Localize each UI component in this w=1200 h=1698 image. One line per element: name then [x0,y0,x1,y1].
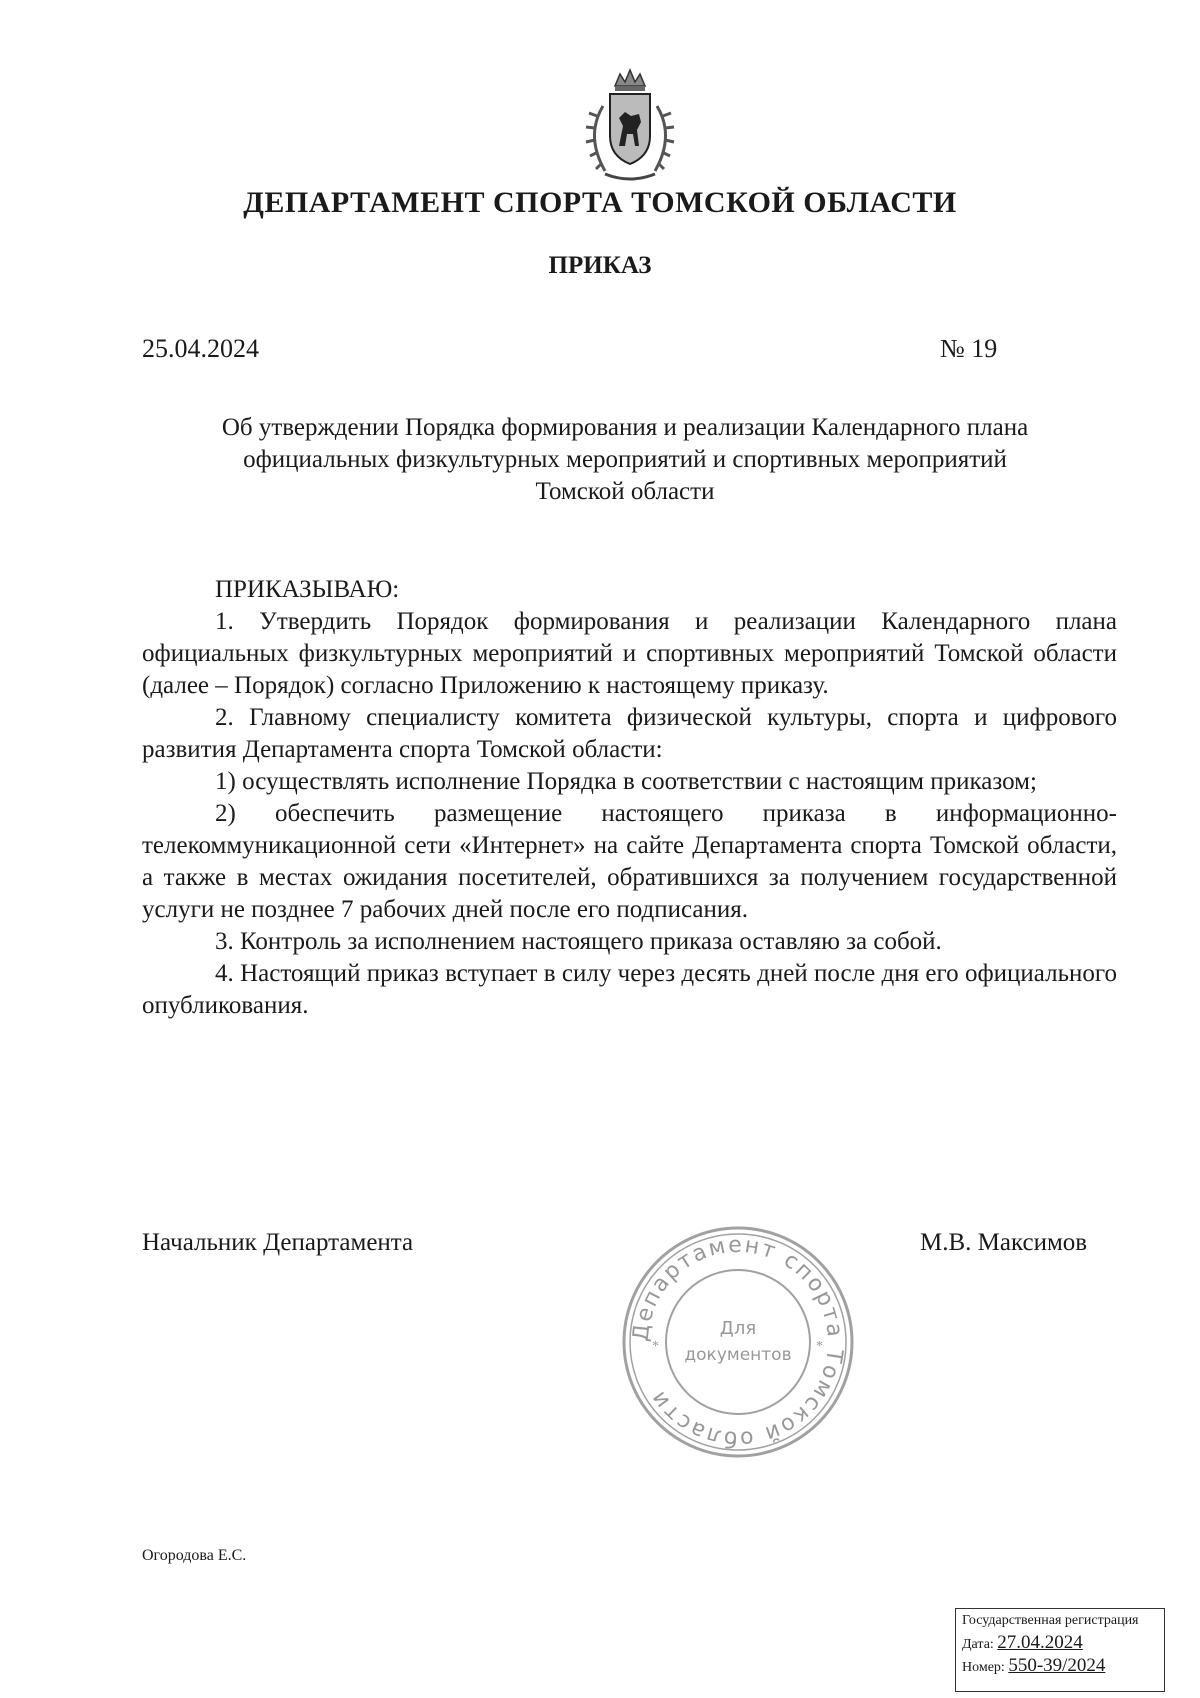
coat-of-arms-icon [575,66,685,186]
registration-date-label: Дата: [962,1637,994,1652]
registration-number-row [962,1653,1158,1680]
organization-title: ДЕПАРТАМЕНТ СПОРТА ТОМСКОЙ ОБЛАСТИ [243,186,957,219]
signer-position: Начальник Департамента [142,1229,414,1256]
subject-line: Об утверждении Порядка формирования и реализации Календарного плана [221,414,1029,441]
order-word: ПРИКАЗЫВАЮ: [215,576,400,603]
signer-name: М.В. Максимов [920,1229,1088,1256]
paragraph-2-2: 2) обеспечить размещение настоящего приказа в информационно-телекоммуникационной сети «Интернет» на сайте Департамента спорта Томской области, а также в местах ожидания посетителей, обратившихся за получением государственной услуги не позднее 7 рабочих дней после его подписания. [142,800,1117,923]
subject-line: официальных физкультурных мероприятий и спортивных мероприятий [243,446,1007,473]
document-number: № 19 [940,334,998,363]
registration-number-label: Номер: [962,1660,1005,1675]
seal-center-line2: документов [684,1345,792,1365]
paragraph-1: 1. Утвердить Порядок формирования и реализации Календарного плана официальных физкультурных мероприятий и спортивных мероприятий Томской области (далее – Порядок) согласно Приложению к настоящему приказу. [142,608,1117,699]
registration-date-value: 27.04.2024 [997,1632,1083,1653]
document-body [142,574,1117,1022]
registration-number-value: 550-39/2024 [1008,1655,1106,1676]
seal-star-icon: * [652,1339,659,1354]
document-type: ПРИКАЗ [548,252,652,279]
seal-star-icon: * [816,1339,823,1354]
document-subject [150,412,1100,508]
seal-ring-text: Департамент спорта Томской области [628,1232,848,1452]
registration-stamp [955,1608,1165,1692]
seal-center-line1: Для [719,1318,757,1339]
paragraph-3: 3. Контроль за исполнением настоящего приказа оставляю за собой. [215,928,942,955]
paragraph-2-1: 1) осуществлять исполнение Порядка в соответствии с настоящим приказом; [215,768,1037,795]
subject-line: Томской области [535,478,715,505]
official-seal-icon [618,1222,858,1462]
paragraph-4: 4. Настоящий приказ вступает в силу через десять дней после дня его официального опубликования. [142,960,1117,1019]
executor-name: Огородова Е.С. [142,1547,247,1564]
document-date: 25.04.2024 [142,334,259,363]
registration-title: Государственная регистрация [962,1613,1139,1628]
paragraph-2: 2. Главному специалисту комитета физической культуры, спорта и цифрового развития Департамента спорта Томской области: [142,704,1117,763]
